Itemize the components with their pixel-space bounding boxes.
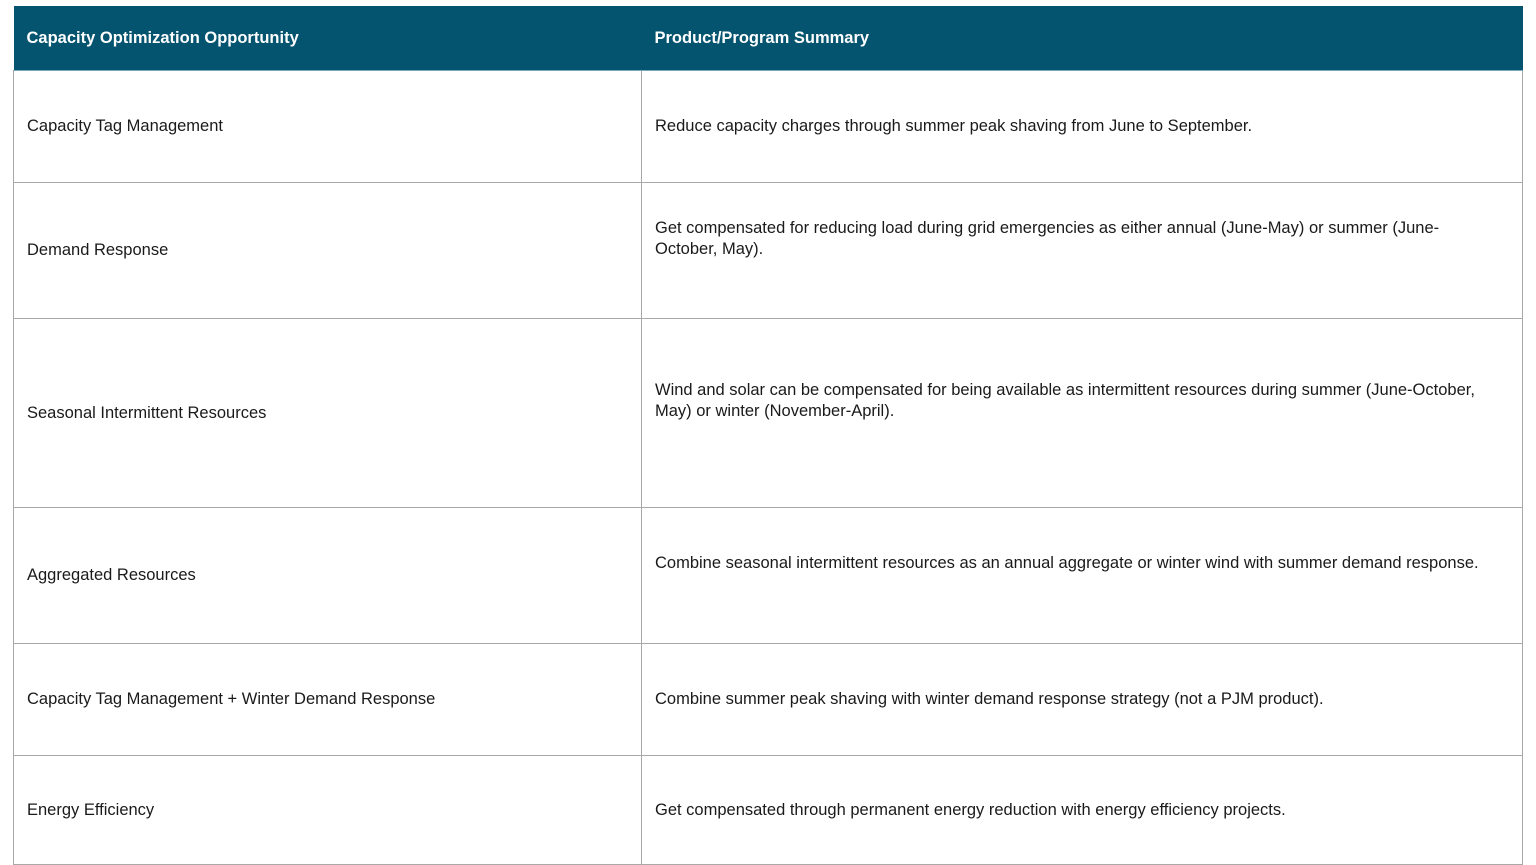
summary-cell: Get compensated through permanent energy reduction with energy efficiency projects. <box>642 756 1523 865</box>
summary-cell: Combine seasonal intermittent resources as an annual aggregate or winter wind with summer demand response. <box>642 508 1523 644</box>
opportunity-cell: Seasonal Intermittent Resources <box>14 319 642 508</box>
column-header-opportunity: Capacity Optimization Opportunity <box>14 6 642 71</box>
summary-cell: Wind and solar can be compensated for being available as intermittent resources during summer (June-October, May) or winter (November-April). <box>642 319 1523 508</box>
opportunity-cell: Capacity Tag Management <box>14 71 642 183</box>
opportunity-cell: Energy Efficiency <box>14 756 642 865</box>
column-header-summary: Product/Program Summary <box>642 6 1523 71</box>
table-row <box>14 508 1523 644</box>
summary-cell: Get compensated for reducing load during grid emergencies as either annual (June-May) or summer (June-October, May). <box>642 183 1523 319</box>
table-row <box>14 756 1523 865</box>
table-row <box>14 319 1523 508</box>
table-header-row <box>14 6 1523 71</box>
table-row <box>14 71 1523 183</box>
summary-cell: Reduce capacity charges through summer peak shaving from June to September. <box>642 71 1523 183</box>
opportunity-cell: Demand Response <box>14 183 642 319</box>
summary-cell: Combine summer peak shaving with winter demand response strategy (not a PJM product). <box>642 644 1523 756</box>
opportunity-cell: Capacity Tag Management + Winter Demand Response <box>14 644 642 756</box>
opportunity-cell: Aggregated Resources <box>14 508 642 644</box>
table-row <box>14 183 1523 319</box>
table-row <box>14 644 1523 756</box>
capacity-optimization-table <box>13 6 1523 865</box>
